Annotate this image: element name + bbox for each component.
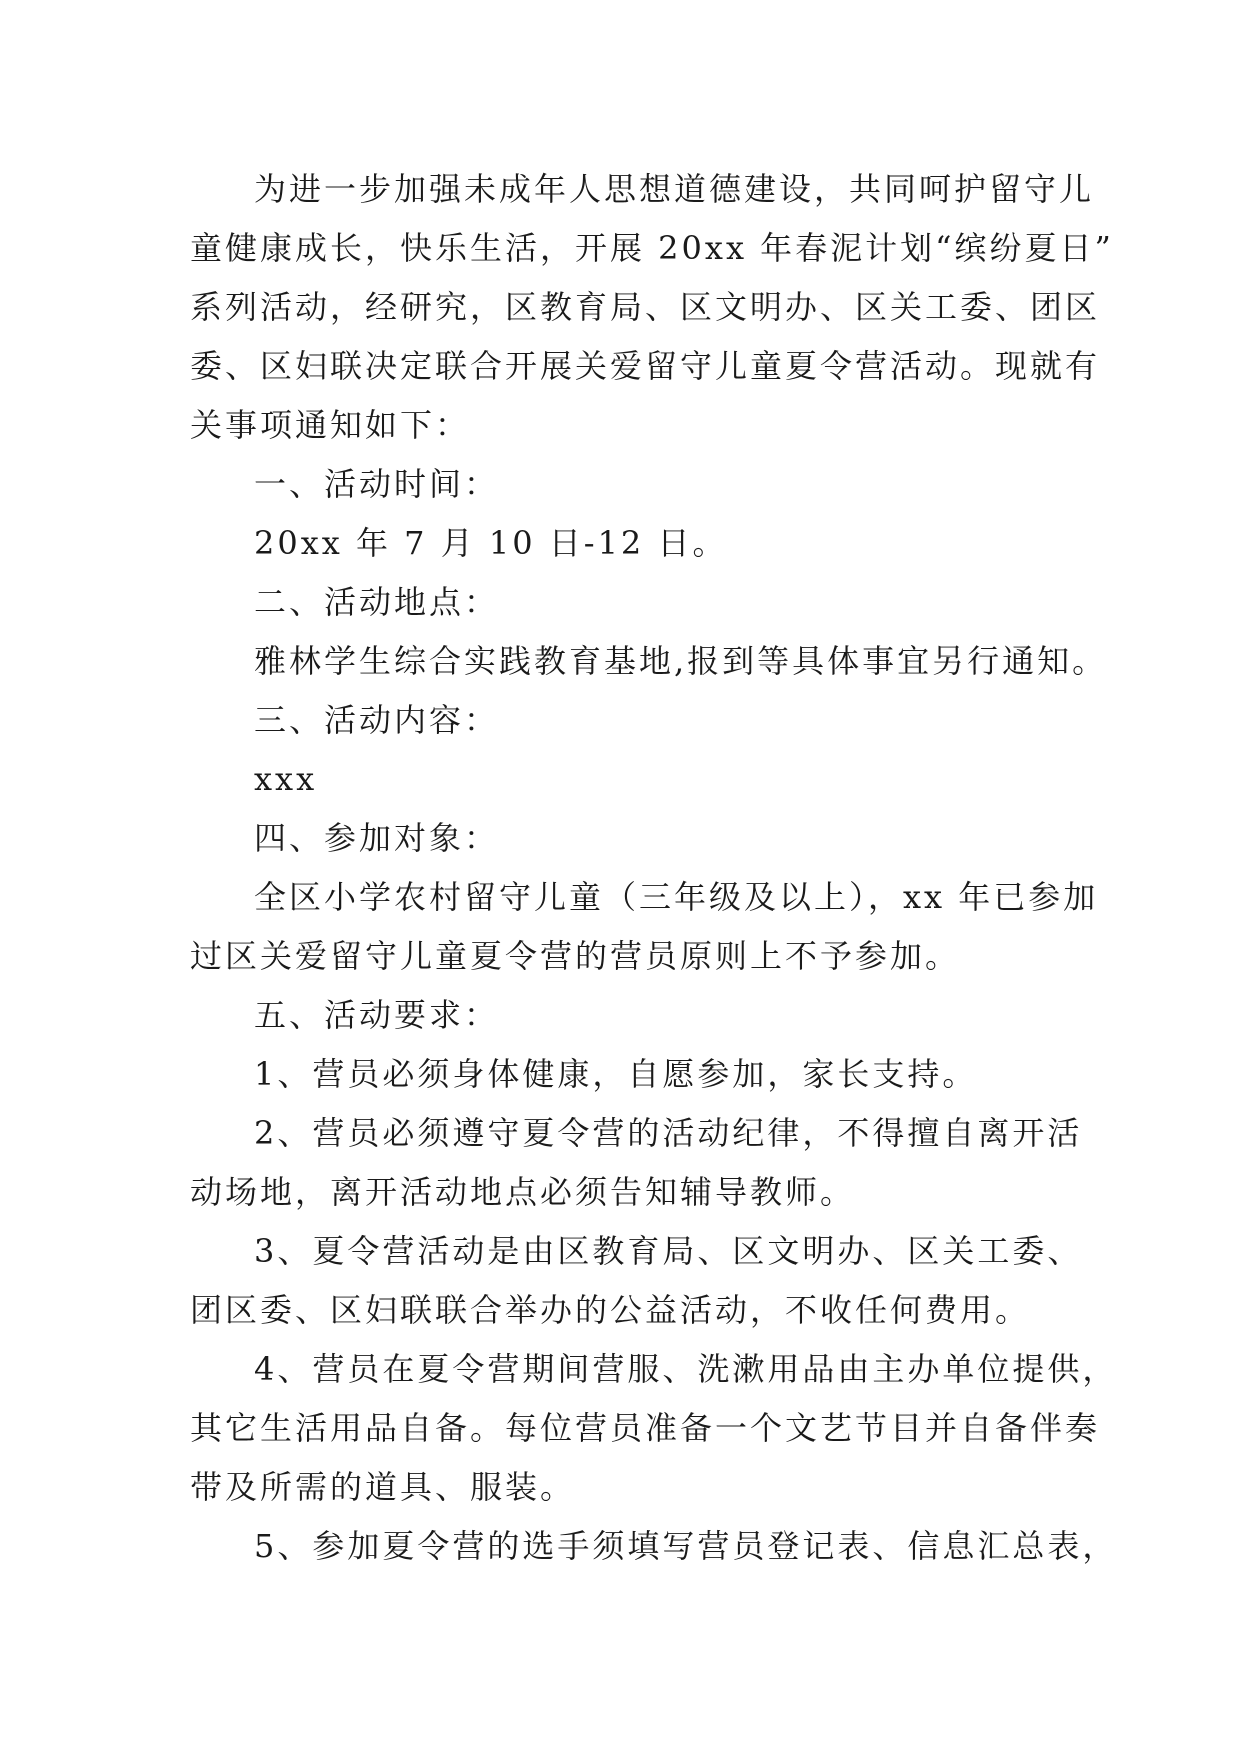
intro-line: 系列活动，经研究，区教育局、区文明办、区关工委、团区 (190, 288, 1101, 326)
requirement-line: 动场地，离开活动地点必须告知辅导教师。 (190, 1173, 856, 1211)
requirement-line: 带及所需的道具、服装。 (190, 1468, 576, 1506)
section-heading-participants: 四、参加对象： (254, 819, 500, 857)
section-body-time: 20xx 年 7 月 10 日-12 日。 (254, 524, 728, 562)
requirement-2 (190, 1104, 1083, 1222)
intro-line: 委、区妇联决定联合开展关爱留守儿童夏令营活动。现就有 (190, 347, 1101, 385)
intro-paragraph (190, 160, 1114, 455)
participants-line: 过区关爱留守儿童夏令营的营员原则上不予参加。 (190, 937, 961, 975)
section-body-participants (190, 868, 1099, 986)
requirement-line: 2、营员必须遵守夏令营的活动纪律，不得擅自离开活 (254, 1114, 1083, 1152)
requirement-3 (190, 1222, 1083, 1340)
section-heading-location: 二、活动地点： (254, 583, 500, 621)
requirement-line: 3、夏令营活动是由区教育局、区文明办、区关工委、 (254, 1232, 1083, 1270)
requirement-1 (190, 1045, 1050, 1104)
section-body-location: 雅林学生综合实践教育基地,报到等具体事宜另行通知。 (254, 642, 1108, 680)
requirement-line: 1、营员必须身体健康，自愿参加，家长支持。 (254, 1055, 978, 1093)
intro-line: 为进一步加强未成年人思想道德建设，共同呵护留守儿 (254, 170, 1095, 208)
requirement-line: 5、参加夏令营的选手须填写营员登记表、信息汇总表， (254, 1527, 1118, 1565)
section-heading-requirements: 五、活动要求： (254, 996, 500, 1034)
requirement-line: 4、营员在夏令营期间营服、洗漱用品由主办单位提供， (254, 1350, 1118, 1388)
requirement-4 (190, 1340, 1118, 1517)
intro-line: 关事项通知如下： (190, 406, 471, 444)
requirement-line: 其它生活用品自备。每位营员准备一个文艺节目并自备伴奏 (190, 1409, 1101, 1447)
section-heading-content: 三、活动内容： (254, 701, 500, 739)
requirement-5 (190, 1517, 1118, 1576)
participants-line: 全区小学农村留守儿童（三年级及以上），xx 年已参加 (254, 878, 1099, 916)
section-body-content: xxx (254, 760, 318, 798)
requirement-line: 团区委、区妇联联合举办的公益活动，不收任何费用。 (190, 1291, 1031, 1329)
intro-line: 童健康成长，快乐生活，开展 20xx 年春泥计划“缤纷夏日” (190, 229, 1114, 267)
document-body (190, 160, 1118, 1576)
section-heading-time: 一、活动时间： (254, 465, 500, 503)
